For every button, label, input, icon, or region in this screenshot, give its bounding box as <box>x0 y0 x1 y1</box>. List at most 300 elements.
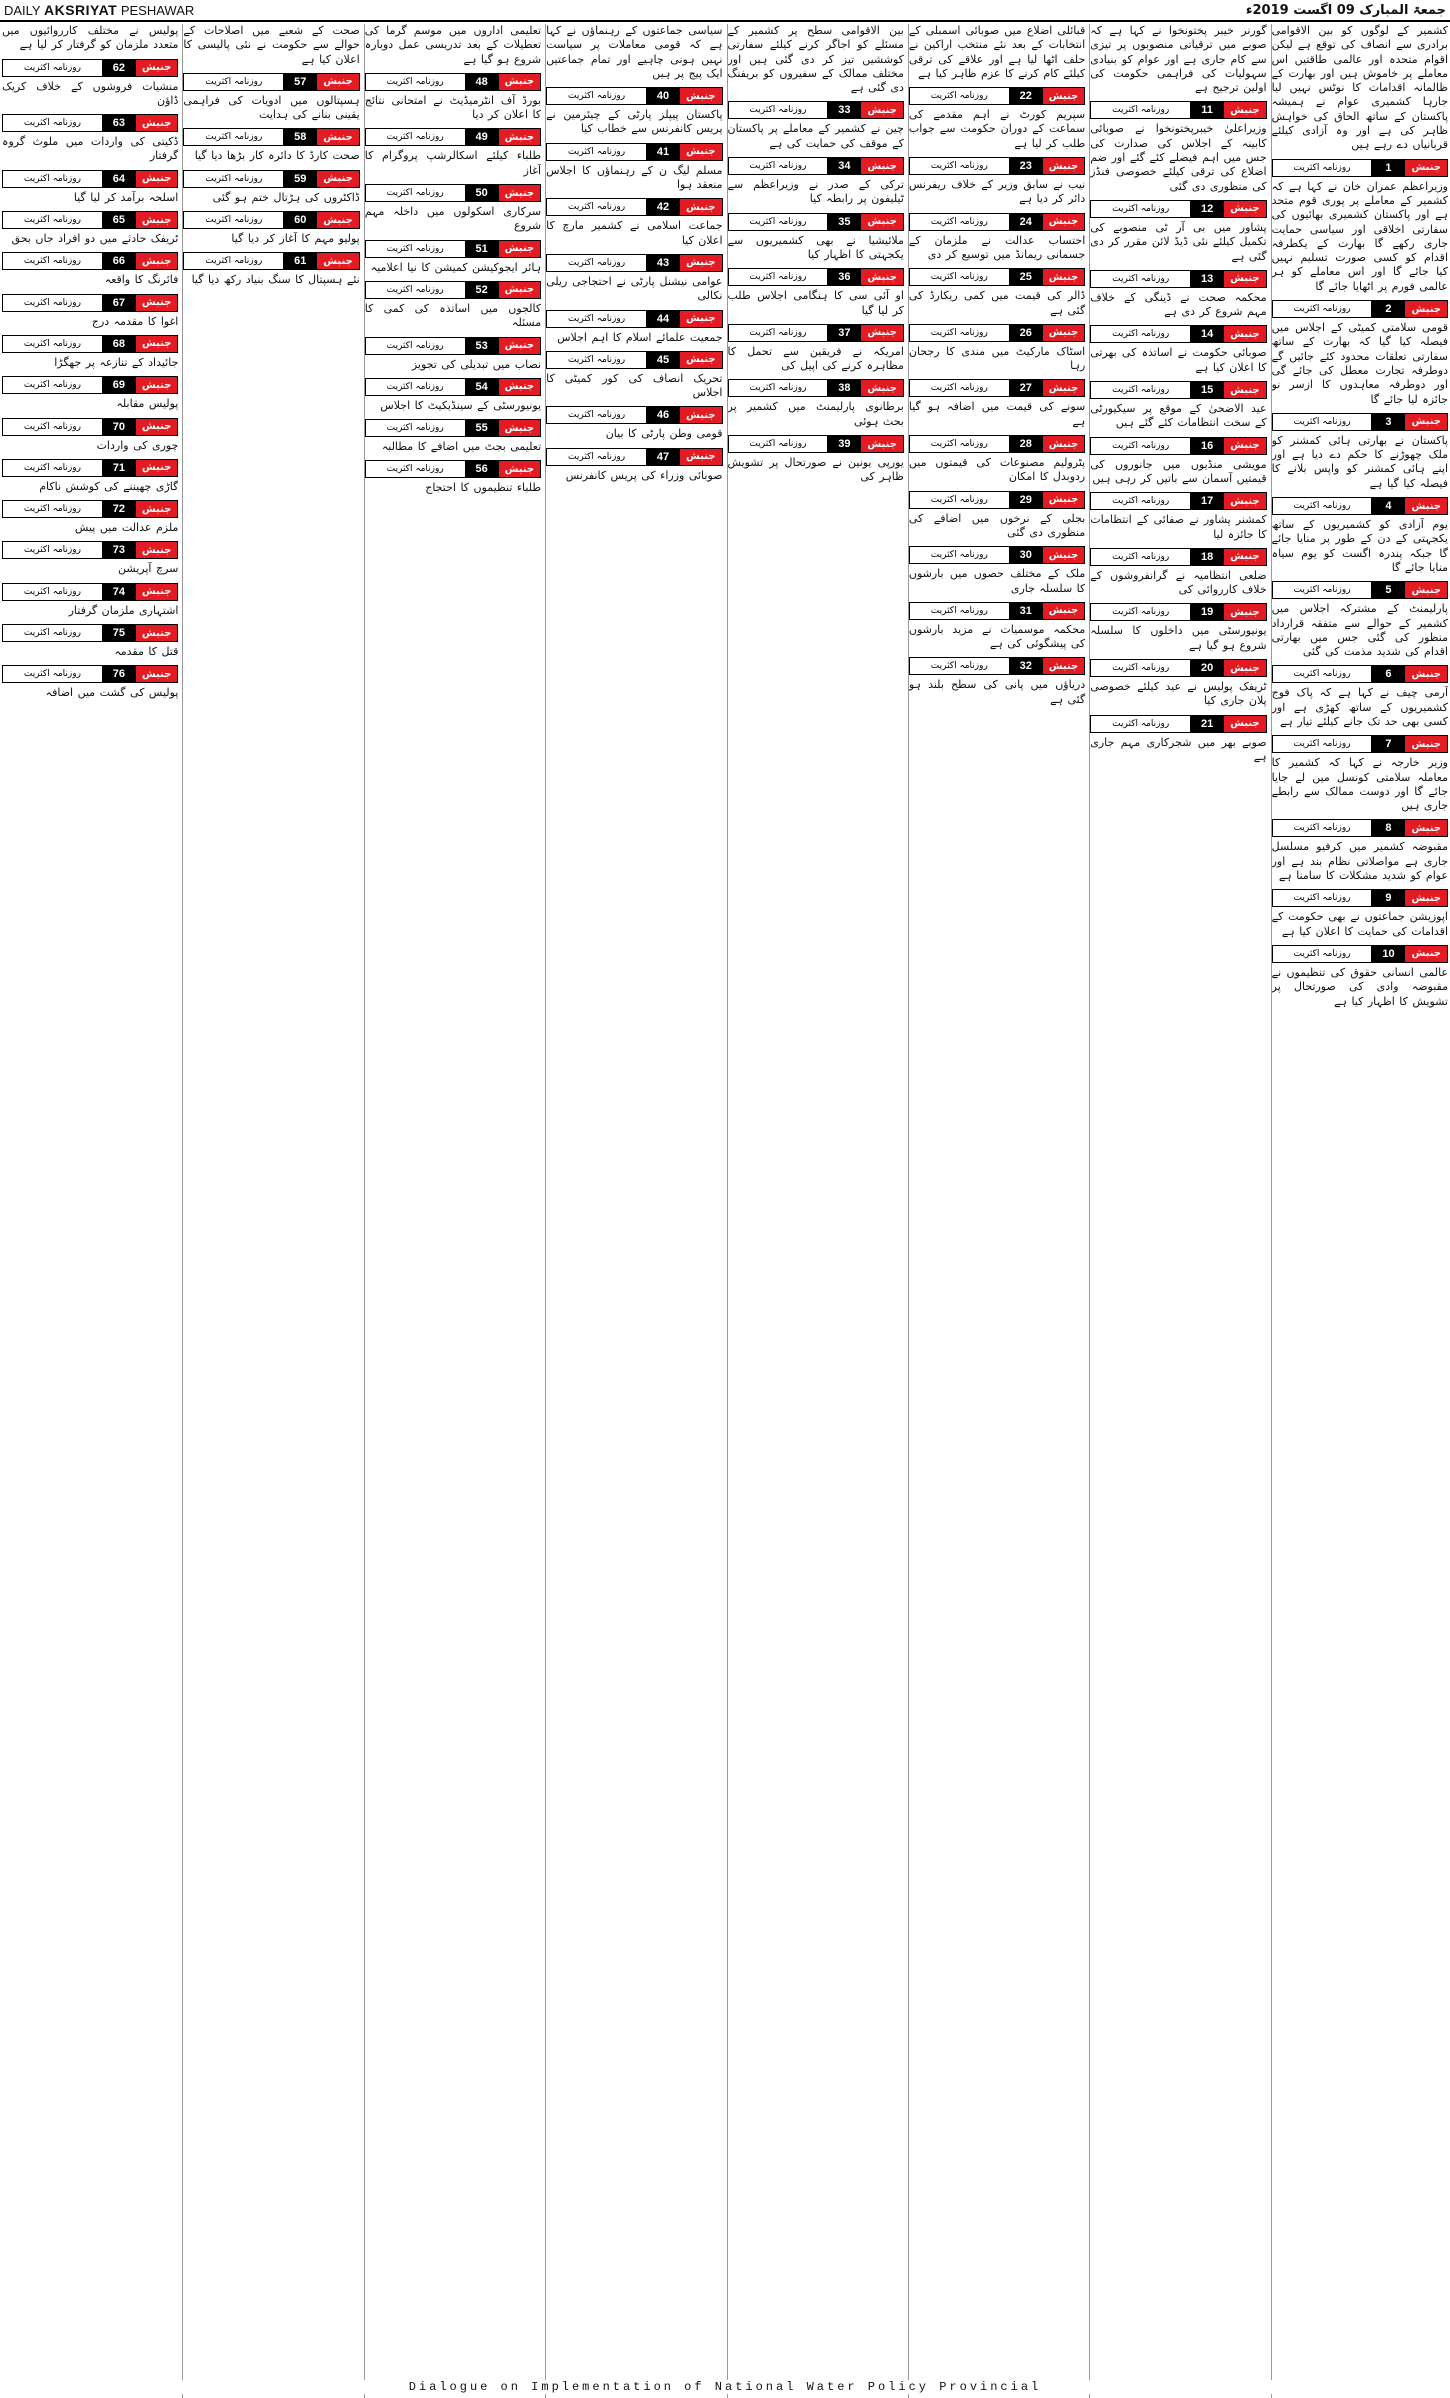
item-number: 57 <box>283 74 317 90</box>
brand <box>4 2 194 18</box>
news-text: اپوزیشن جماعتوں نے بھی حکومت کے اقدامات کی حمایت کا اعلان کیا ہے <box>1271 910 1448 938</box>
item-number: 22 <box>1009 88 1043 104</box>
item-header-bar <box>1272 735 1448 753</box>
header-label: جنبش <box>136 336 178 352</box>
news-text: صوبے بھر میں شجرکاری مہم جاری ہے <box>1090 735 1267 763</box>
news-text: اشتہاری ملزمان گرفتار <box>68 603 179 617</box>
header-label: جنبش <box>499 241 541 257</box>
header-label: جنبش <box>1224 438 1266 454</box>
news-item <box>728 101 904 151</box>
item-number: 36 <box>827 269 861 285</box>
header-label: جنبش <box>499 379 541 395</box>
news-text: سیاسی جماعتوں کے رہنماؤں نے کہا ہے کہ قومی معاملات پر سیاست نہیں ہونی چاہیے اور تمام جماعتیں ایک پیج پر ہیں <box>546 24 723 80</box>
news-text: جماعت اسلامی نے کشمیر مارچ کا اعلان کیا <box>546 219 723 247</box>
news-item <box>1272 497 1448 575</box>
item-header-bar <box>365 240 541 258</box>
news-text: ہسپتالوں میں ادویات کی فراہمی یقینی بنانے کی ہدایت <box>183 93 360 122</box>
item-number: 10 <box>1371 946 1405 962</box>
news-item <box>1090 270 1266 320</box>
item-number: 34 <box>827 158 861 174</box>
item-number: 53 <box>465 338 499 354</box>
news-text: بجلی کے نرخوں میں اضافے کی منظوری دی گئی <box>908 511 1086 539</box>
news-text: مسلم لیگ ن کے رہنماؤں کا اجلاس منعقد ہوا <box>546 163 723 192</box>
header-label: جنبش <box>1405 820 1447 836</box>
item-header-bar <box>728 268 904 286</box>
news-text: پولیس نے مختلف کارروائیوں میں متعدد ملزمان کو گرفتار کر لیا ہے <box>2 24 179 52</box>
news-item <box>2 418 178 453</box>
header-label: جنبش <box>1043 603 1085 619</box>
news-columns <box>0 24 1450 2398</box>
item-header-bar <box>2 114 178 132</box>
item-header-bar <box>365 184 541 202</box>
news-item <box>365 24 541 67</box>
news-text: پولیس مقابلہ <box>116 397 179 411</box>
item-number: 21 <box>1190 716 1224 732</box>
item-number: 69 <box>102 377 136 393</box>
paper-name: روزنامہ اکثریت <box>1273 301 1372 317</box>
item-number: 68 <box>102 336 136 352</box>
header-label: جنبش <box>136 171 178 187</box>
news-item <box>909 324 1085 374</box>
item-header-bar <box>1090 325 1266 343</box>
news-text: امریکہ نے فریقین سے تحمل کا مظاہرہ کرنے کی اپیل کی <box>727 344 904 373</box>
paper-name: روزنامہ اکثریت <box>184 129 283 145</box>
item-header-bar <box>1090 492 1266 510</box>
news-item <box>183 170 359 205</box>
item-header-bar <box>365 419 541 437</box>
item-header-bar <box>1090 381 1266 399</box>
news-item <box>2 583 178 618</box>
news-text: ڈاکٹروں کی ہڑتال ختم ہو گئی <box>212 190 360 204</box>
news-item <box>1090 603 1266 653</box>
item-number: 39 <box>827 436 861 452</box>
news-item <box>2 59 178 109</box>
item-header-bar <box>728 101 904 119</box>
paper-name: روزنامہ اکثریت <box>366 185 465 201</box>
news-item <box>909 657 1085 707</box>
item-header-bar <box>1272 581 1448 599</box>
news-text: مقبوضہ کشمیر میں کرفیو مسلسل جاری ہے مواصلاتی نظام بند ہے اور عوام کو شدید مشکلات کا سامنا ہے <box>1271 840 1448 883</box>
paper-name: روزنامہ اکثریت <box>1091 493 1190 509</box>
news-text: یونیورسٹی کے سینڈیکیٹ کا اجلاس <box>380 398 542 412</box>
news-text: سرچ آپریشن <box>118 562 179 576</box>
paper-name: روزنامہ اکثریت <box>366 379 465 395</box>
news-text: اسٹاک مارکیٹ میں مندی کا رجحان رہا <box>908 344 1086 373</box>
news-text: قتل کا مقدمہ <box>114 645 179 659</box>
header-label: جنبش <box>1043 325 1085 341</box>
header-label: جنبش <box>680 311 722 327</box>
news-text: قومی وطن پارٹی کا بیان <box>605 427 723 441</box>
paper-name: روزنامہ اکثریت <box>1091 438 1190 454</box>
paper-name: روزنامہ اکثریت <box>547 255 646 271</box>
news-item <box>365 240 541 275</box>
news-item <box>2 459 178 494</box>
item-header-bar <box>728 157 904 175</box>
item-header-bar <box>1272 413 1448 431</box>
item-number: 61 <box>283 253 317 269</box>
news-item <box>1272 581 1448 659</box>
news-text: پشاور میں بی آر ٹی منصوبے کی تکمیل کیلئے نئی ڈیڈ لائن مقرر کر دی گئی ہے <box>1090 220 1267 263</box>
news-text: صحت کارڈ کا دائرہ کار بڑھا دیا گیا <box>194 149 360 163</box>
header-label: جنبش <box>136 115 178 131</box>
news-text: صوبائی حکومت نے اساتذہ کی بھرتی کا اعلان کیا ہے <box>1090 346 1267 374</box>
news-text: وزیر خارجہ نے کہا کہ کشمیر کا معاملہ سلامتی کونسل میں لے جایا جائے گا اور دوست ممالک سے رابطے جاری ہیں <box>1271 756 1448 813</box>
news-item <box>1090 659 1266 709</box>
item-number: 41 <box>646 144 680 160</box>
header-label: جنبش <box>861 158 903 174</box>
header-label: جنبش <box>499 461 541 477</box>
dateline: جمعۃ المبارک 09 اگست 2019ء <box>1245 2 1446 18</box>
header-label: جنبش <box>861 214 903 230</box>
news-text: برطانوی پارلیمنٹ میں کشمیر پر بحث ہوئی <box>727 400 904 428</box>
item-number: 19 <box>1190 604 1224 620</box>
paper-name: روزنامہ اکثریت <box>366 282 465 298</box>
news-text: ملک کے مختلف حصوں میں بارشوں کا سلسلہ جاری <box>908 567 1086 595</box>
header-label: جنبش <box>1224 382 1266 398</box>
news-item <box>909 546 1085 596</box>
header-label: جنبش <box>136 625 178 641</box>
news-item <box>1090 325 1266 375</box>
item-header-bar <box>2 170 178 188</box>
item-header-bar <box>546 143 722 161</box>
header-label: جنبش <box>1224 102 1266 118</box>
paper-name: روزنامہ اکثریت <box>547 407 646 423</box>
news-text: صوبائی وزراء کی پریس کانفرنس <box>565 468 723 482</box>
item-header-bar <box>365 73 541 91</box>
paper-name: روزنامہ اکثریت <box>184 253 283 269</box>
news-item <box>546 351 722 401</box>
news-item <box>2 24 178 53</box>
header-label: جنبش <box>680 449 722 465</box>
header-label: جنبش <box>1224 716 1266 732</box>
news-item <box>1272 24 1448 153</box>
paper-name: روزنامہ اکثریت <box>1091 716 1190 732</box>
header-label: جنبش <box>136 60 178 76</box>
item-header-bar <box>2 583 178 601</box>
news-item <box>1272 665 1448 729</box>
paper-name: روزنامہ اکثریت <box>729 325 828 341</box>
paper-name: روزنامہ اکثریت <box>1273 414 1372 430</box>
news-item <box>365 378 541 413</box>
news-item <box>183 24 359 67</box>
news-item <box>1090 381 1266 431</box>
item-number: 18 <box>1190 549 1224 565</box>
paper-name: روزنامہ اکثریت <box>184 171 283 187</box>
item-number: 58 <box>283 129 317 145</box>
header-label: جنبش <box>1043 380 1085 396</box>
news-item <box>1090 437 1266 487</box>
news-column <box>545 24 722 2398</box>
news-text: ضلعی انتظامیہ نے گرانفروشوں کے خلاف کارروائی کی <box>1090 568 1267 597</box>
item-header-bar <box>365 378 541 396</box>
news-item <box>2 294 178 329</box>
item-header-bar <box>365 460 541 478</box>
news-item <box>2 541 178 576</box>
header-label: جنبش <box>1043 269 1085 285</box>
item-number: 7 <box>1371 736 1405 752</box>
news-item <box>909 213 1085 263</box>
paper-name: روزنامہ اکثریت <box>3 460 102 476</box>
news-item <box>1090 101 1266 193</box>
item-number: 26 <box>1009 325 1043 341</box>
item-header-bar <box>1090 715 1266 733</box>
paper-name: روزنامہ اکثریت <box>3 171 102 187</box>
news-item <box>546 198 722 248</box>
header-label: جنبش <box>1043 214 1085 230</box>
paper-name: روزنامہ اکثریت <box>729 436 828 452</box>
news-text: ٹریفک حادثے میں دو افراد جاں بحق <box>11 232 179 246</box>
item-number: 12 <box>1190 201 1224 217</box>
item-header-bar <box>2 500 178 518</box>
paper-name: روزنامہ اکثریت <box>3 115 102 131</box>
paper-name: روزنامہ اکثریت <box>910 436 1009 452</box>
item-header-bar <box>2 335 178 353</box>
header-label: جنبش <box>861 102 903 118</box>
news-text: سرکاری اسکولوں میں داخلہ مہم شروع <box>364 205 542 233</box>
header-label: جنبش <box>1043 547 1085 563</box>
header-label: جنبش <box>1405 946 1447 962</box>
news-text: جائیداد کے تنازعہ پر جھگڑا <box>54 355 179 369</box>
paper-name: روزنامہ اکثریت <box>1091 102 1190 118</box>
header-label: جنبش <box>680 407 722 423</box>
paper-name: روزنامہ اکثریت <box>547 199 646 215</box>
news-item <box>546 448 722 483</box>
header-label: جنبش <box>317 74 359 90</box>
news-item <box>909 268 1085 318</box>
masthead <box>0 0 1450 22</box>
item-header-bar <box>909 157 1085 175</box>
paper-name: روزنامہ اکثریت <box>729 269 828 285</box>
item-number: 72 <box>102 501 136 517</box>
header-label: جنبش <box>136 253 178 269</box>
item-number: 4 <box>1371 498 1405 514</box>
item-header-bar <box>728 379 904 397</box>
paper-name: روزنامہ اکثریت <box>910 603 1009 619</box>
header-label: جنبش <box>1224 549 1266 565</box>
header-label: جنبش <box>136 419 178 435</box>
header-label: جنبش <box>680 144 722 160</box>
news-item <box>2 252 178 287</box>
news-item <box>728 324 904 374</box>
header-label: جنبش <box>1224 604 1266 620</box>
news-item <box>1090 492 1266 542</box>
header-label: جنبش <box>1405 498 1447 514</box>
item-number: 6 <box>1371 666 1405 682</box>
item-header-bar <box>1272 159 1448 177</box>
news-text: بین الاقوامی سطح پر کشمیر کے مسئلے کو اجاگر کرنے کیلئے سفارتی کوششیں تیز کر دی گئی ہیں اور مختلف ممالک کے سفیروں کو بریفنگ دی گئی ہے <box>727 24 904 95</box>
item-header-bar <box>1272 819 1448 837</box>
paper-name: روزنامہ اکثریت <box>1273 498 1372 514</box>
news-text: قومی سلامتی کمیٹی کے اجلاس میں فیصلہ کیا گیا کہ بھارت کے ساتھ سفارتی تعلقات محدود کئے جائیں گے دوطرفہ تجارت معطل کی جائے گی اور دوطرفہ معاہدوں کا ازسر نو جائزہ لیا جائے گا <box>1271 321 1448 406</box>
paper-name: روزنامہ اکثریت <box>910 158 1009 174</box>
news-item <box>365 184 541 234</box>
news-text: کالجوں میں اساتذہ کی کمی کا مسئلہ <box>364 301 542 330</box>
news-text: چین نے کشمیر کے معاملے پر پاکستان کے موقف کی حمایت کی ہے <box>727 122 904 150</box>
paper-name: روزنامہ اکثریت <box>1273 946 1372 962</box>
header-label: جنبش <box>861 325 903 341</box>
news-item <box>909 435 1085 485</box>
item-number: 48 <box>465 74 499 90</box>
news-column <box>2 24 178 2398</box>
item-header-bar <box>909 379 1085 397</box>
news-item <box>365 281 541 331</box>
news-text: صحت کے شعبے میں اصلاحات کے حوالے سے حکومت نے نئی پالیسی کا اعلان کیا ہے <box>183 24 360 66</box>
brand-name: AKSRIYAT <box>43 2 118 18</box>
header-label: جنبش <box>1224 493 1266 509</box>
news-item <box>728 435 904 485</box>
paper-name: روزنامہ اکثریت <box>729 102 828 118</box>
item-number: 71 <box>102 460 136 476</box>
news-text: ڈکیتی کی واردات میں ملوث گروہ گرفتار <box>2 135 179 163</box>
paper-name: روزنامہ اکثریت <box>3 377 102 393</box>
news-item <box>546 24 722 81</box>
news-text: نیب نے سابق وزیر کے خلاف ریفرنس دائر کر دیا ہے <box>908 178 1086 206</box>
news-item <box>183 252 359 287</box>
item-header-bar <box>909 213 1085 231</box>
news-text: ترکی کے صدر نے وزیراعظم سے ٹیلیفون پر رابطہ کیا <box>727 178 904 206</box>
news-item <box>2 376 178 411</box>
item-header-bar <box>546 198 722 216</box>
news-item <box>1090 715 1266 765</box>
news-item <box>728 213 904 263</box>
item-number: 63 <box>102 115 136 131</box>
news-text: طلباء تنظیموں کا احتجاج <box>425 481 542 495</box>
paper-name: روزنامہ اکثریت <box>1273 582 1372 598</box>
item-header-bar <box>2 376 178 394</box>
header-label: جنبش <box>136 212 178 228</box>
news-text: گاڑی چھیننے کی کوشش ناکام <box>39 479 179 493</box>
news-item <box>2 335 178 370</box>
news-item <box>909 157 1085 207</box>
paper-name: روزنامہ اکثریت <box>3 501 102 517</box>
news-text: پٹرولیم مصنوعات کی قیمتوں میں ردوبدل کا امکان <box>908 456 1086 484</box>
paper-name: روزنامہ اکثریت <box>1091 326 1190 342</box>
item-number: 52 <box>465 282 499 298</box>
paper-name: روزنامہ اکثریت <box>1091 201 1190 217</box>
item-header-bar <box>546 406 722 424</box>
item-header-bar <box>1272 945 1448 963</box>
paper-name: روزنامہ اکثریت <box>3 295 102 311</box>
header-label: جنبش <box>1405 666 1447 682</box>
header-label: جنبش <box>1405 414 1447 430</box>
news-text: ملزم عدالت میں پیش <box>74 521 179 535</box>
news-text: سپریم کورٹ نے اہم مقدمے کی سماعت کے دوران حکومت سے جواب طلب کر لیا ہے <box>908 108 1086 150</box>
item-header-bar <box>183 128 359 146</box>
paper-name: روزنامہ اکثریت <box>1091 271 1190 287</box>
news-item <box>909 379 1085 429</box>
header-label: جنبش <box>680 352 722 368</box>
news-text: نئے ہسپتال کا سنگ بنیاد رکھ دیا گیا <box>191 273 360 287</box>
news-text: ڈالر کی قیمت میں کمی ریکارڈ کی گئی ہے <box>908 289 1086 317</box>
paper-name: روزنامہ اکثریت <box>3 542 102 558</box>
item-header-bar <box>2 59 178 77</box>
item-number: 23 <box>1009 158 1043 174</box>
header-label: جنبش <box>317 171 359 187</box>
news-item <box>546 87 722 137</box>
item-number: 38 <box>827 380 861 396</box>
item-header-bar <box>546 448 722 466</box>
header-label: جنبش <box>1224 660 1266 676</box>
news-column <box>182 24 359 2398</box>
news-item <box>365 460 541 495</box>
paper-name: روزنامہ اکثریت <box>910 492 1009 508</box>
news-text: پارلیمنٹ کے مشترکہ اجلاس میں کشمیر کے حوالے سے متفقہ قرارداد منظور کی گئی جس میں بھارتی اقدام کی شدید مذمت کی گئی <box>1271 602 1448 659</box>
english-note: Dialogue on Implementation of National Water Policy Provincial <box>0 2380 1450 2394</box>
paper-name: روزنامہ اکثریت <box>547 311 646 327</box>
item-number: 54 <box>465 379 499 395</box>
item-header-bar <box>365 281 541 299</box>
paper-name: روزنامہ اکثریت <box>3 60 102 76</box>
item-number: 35 <box>827 214 861 230</box>
item-header-bar <box>546 310 722 328</box>
news-item <box>183 128 359 163</box>
news-text: عوامی نیشنل پارٹی نے احتجاجی ریلی نکالی <box>546 274 723 303</box>
news-text: بورڈ آف انٹرمیڈیٹ نے امتحانی نتائج کا اعلان کر دیا <box>364 93 542 122</box>
news-text: قبائلی اضلاع میں صوبائی اسمبلی کے انتخابات کے بعد نئے منتخب اراکین نے حلف اٹھا لیا ہے اور علاقے کی ترقی کیلئے کام کرنے کا عزم ظاہر کیا ہے <box>908 24 1086 80</box>
item-header-bar <box>2 459 178 477</box>
paper-name: روزنامہ اکثریت <box>366 129 465 145</box>
news-text: وزیراعلیٰ خیبرپختونخوا نے صوبائی کابینہ کے اجلاس کی صدارت کی جس میں اہم فیصلے کئے گئے اور ضم اضلاع کی ترقی کیلئے خصوصی فنڈز کی منظوری دی گئی <box>1090 122 1267 193</box>
paper-name: روزنامہ اکثریت <box>1091 660 1190 676</box>
news-text: جمعیت علمائے اسلام کا اہم اجلاس <box>557 330 723 344</box>
item-number: 5 <box>1371 582 1405 598</box>
item-header-bar <box>2 624 178 642</box>
item-number: 64 <box>102 171 136 187</box>
paper-name: روزنامہ اکثریت <box>910 214 1009 230</box>
item-header-bar <box>2 294 178 312</box>
header-label: جنبش <box>499 185 541 201</box>
news-item <box>1090 24 1266 95</box>
paper-name: روزنامہ اکثریت <box>366 338 465 354</box>
news-item <box>365 419 541 454</box>
news-text: پاکستان نے بھارتی ہائی کمشنر کو ملک چھوڑنے کا حکم دے دیا ہے اور اپنے ہائی کمشنر کو واپس بلانے کا فیصلہ کیا گیا ہے <box>1271 433 1448 490</box>
item-header-bar <box>909 546 1085 564</box>
item-number: 56 <box>465 461 499 477</box>
news-item <box>2 624 178 659</box>
news-text: او آئی سی کا ہنگامی اجلاس طلب کر لیا گیا <box>727 289 904 317</box>
item-header-bar <box>1090 659 1266 677</box>
header-label: جنبش <box>680 199 722 215</box>
header-label: جنبش <box>499 129 541 145</box>
paper-name: روزنامہ اکثریت <box>366 420 465 436</box>
news-text: دریاؤں میں پانی کی سطح بلند ہو گئی ہے <box>908 678 1086 706</box>
news-item <box>365 128 541 178</box>
item-number: 65 <box>102 212 136 228</box>
item-number: 66 <box>102 253 136 269</box>
news-text: محکمہ موسمیات نے مزید بارشوں کی پیشگوئی کی ہے <box>908 622 1086 651</box>
news-text: اسلحہ برآمد کر لیا گیا <box>73 190 179 204</box>
news-item <box>183 73 359 123</box>
news-item <box>1272 945 1448 1009</box>
item-header-bar <box>909 435 1085 453</box>
header-label: جنبش <box>317 253 359 269</box>
news-text: کمشنر پشاور نے صفائی کے انتظامات کا جائزہ لیا <box>1090 513 1267 541</box>
item-header-bar <box>365 337 541 355</box>
item-header-bar <box>909 602 1085 620</box>
news-item <box>365 73 541 123</box>
header-label: جنبش <box>499 338 541 354</box>
paper-name: روزنامہ اکثریت <box>3 212 102 228</box>
news-item <box>1272 735 1448 813</box>
item-number: 17 <box>1190 493 1224 509</box>
header-label: جنبش <box>1043 658 1085 674</box>
news-text: وزیراعظم عمران خان نے کہا ہے کہ کشمیر کے معاملے پر پوری قوم متحد ہے اور پاکستان کشمیری بھائیوں کی سفارتی اخلاقی اور سیاسی حمایت جاری رکھے گا بھارت کے یکطرفہ اقدام کو کسی صورت تسلیم نہیں کیا جائے گا اور اس معاملے کو ہر عالمی فورم پر اٹھایا جائے گا <box>1271 179 1448 293</box>
item-header-bar <box>728 435 904 453</box>
paper-name: روزنامہ اکثریت <box>3 666 102 682</box>
news-text: عید الاضحیٰ کے موقع پر سیکیورٹی کے سخت انتظامات کئے گئے ہیں <box>1090 402 1267 430</box>
item-number: 74 <box>102 584 136 600</box>
item-header-bar <box>1090 603 1266 621</box>
